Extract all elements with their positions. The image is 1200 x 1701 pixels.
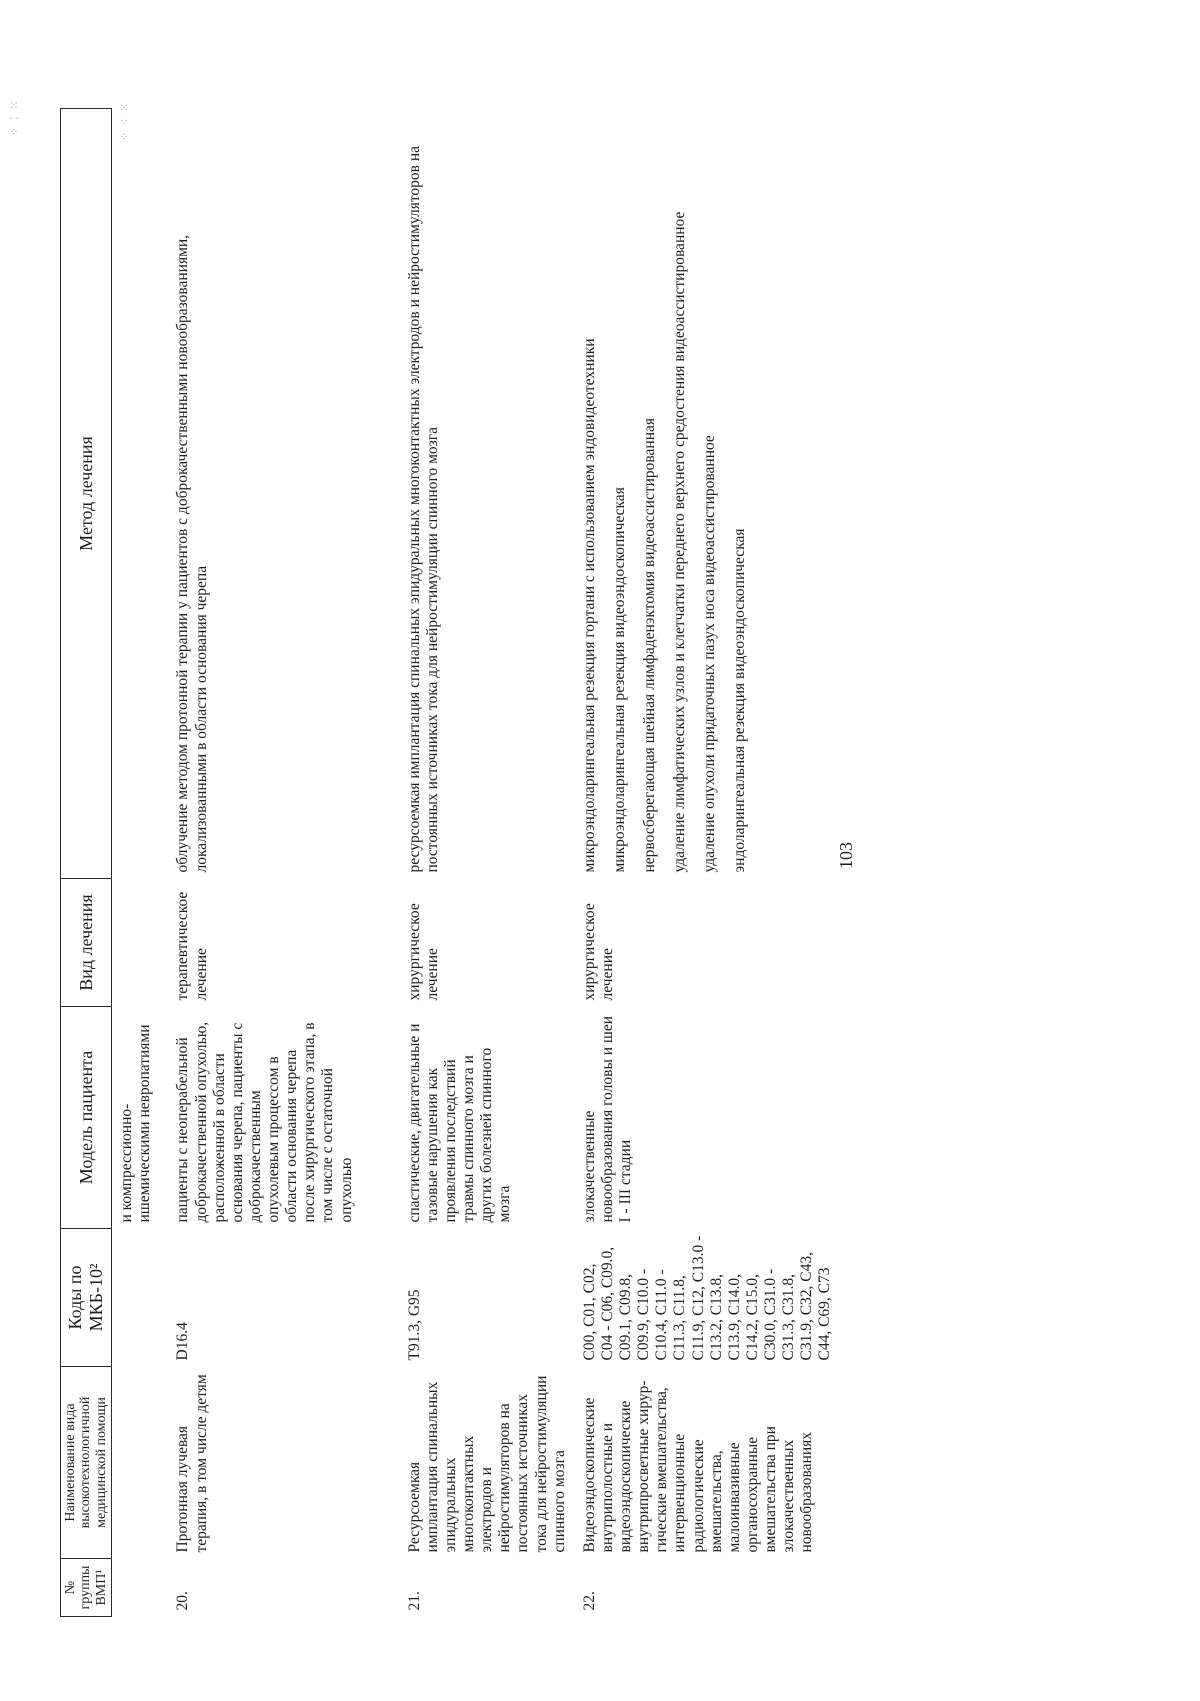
- header-treatment-method: Метод лечения: [61, 109, 112, 879]
- table-row: [406, 109, 581, 1617]
- treatment-method-cell: [174, 109, 405, 879]
- group-number-cell: 21.: [405, 1591, 423, 1611]
- treatment-method-cell: [406, 109, 581, 879]
- table-row: [174, 109, 405, 1617]
- method-item: микроэндоларингеальная резекция видеоэндоскопическая: [610, 487, 628, 873]
- patient-model-cell: спастические, двигательные и тазовые нарушения как проявления последствий травмы спинного мозга и других болезней спинного мозга: [405, 1023, 514, 1223]
- header-vmp-name: Наименование вида высокотехнологичной медицинской помощи: [61, 1367, 112, 1559]
- treatment-type-cell: хирургическое лечение: [580, 903, 616, 1001]
- vmp-table: [60, 108, 835, 1617]
- vmp-name-cell: Протонная лучевая терапия, в том числе детям: [174, 1374, 210, 1553]
- icd-codes-cell: T91.3, G95: [405, 1289, 423, 1361]
- header-icd-codes: Коды по МКБ-10²: [61, 1229, 112, 1367]
- header-treatment-type: Вид лечения: [61, 879, 112, 1007]
- method-item: ресурсоемкая имплантация спинальных эпидуральных многоконтактных электродов и нейростимуляторов на постоянных источниках тока для нейростимуляции спинного мозга: [405, 145, 441, 873]
- treatment-type-cell: хирургическое лечение: [405, 903, 441, 1001]
- vmp-name-cell: Ресурсоемкая имплантация спинальных эпидуральных многоконтактных электродов и нейростимуляторов на постоянных источниках тока для нейростимуляции спинного мозга: [405, 1375, 568, 1553]
- method-item: микроэндоларингеальная резекция гортани с использованием эндовидеотехники: [580, 338, 598, 873]
- header-patient-model: Модель пациента: [61, 1007, 112, 1229]
- vmp-name-cell: Видеоэндоскопические внутриполостные и видеоэндоскопические внутрипросветные хирур-гические вмешательства, интервенционные радиологические вмешательства, малоинвазивные органосохранные вмешательства при злокачественных новообразованиях: [580, 1380, 816, 1553]
- scan-artifact: ⁘ ⁖ ⁙: [119, 100, 131, 141]
- icd-codes-cell: C00, C01, C02, C04 - C06, C09.0, C09.1, C09.8, C09.9, C10.0 - C10.4, C11.0 - C11.3, C11.8, C11.9, C12, C13.0 - C13.2, C13.8, C13.9, C14.0, C14.2, C15.0, C30.0, C31.0 - C31.3, C31.8, C31.9, C32, C43, C44, C69, C73: [580, 1235, 834, 1361]
- continuation-row: [112, 109, 175, 1617]
- method-item: облучение методом протонной терапии у пациентов с доброкачественными новообразованиями, локализованными в области основания черепа: [174, 234, 210, 873]
- table-row: [581, 109, 835, 1617]
- page-number: 103: [836, 842, 856, 869]
- method-item: нервосберегающая шейная лимфаденэктомия видеоассистированная: [641, 418, 659, 873]
- method-item: удаление лимфатических узлов и клетчатки переднего верхнего средостения видеоассистированное: [671, 211, 689, 873]
- scan-artifact: ⁘ ⁚ ⁙: [9, 98, 21, 136]
- treatment-type-cell: терапевтическое лечение: [174, 891, 210, 1001]
- method-item: эндоларингеальная резекция видеоэндоскопическая: [731, 528, 749, 873]
- patient-model-cell: пациенты с неоперабельной доброкачественной опухолью, расположенной в области основания черепа, пациенты с доброкачественным опухолевым процессом в области основания черепа после хирургического этапа, в том числе с остаточной опухолью: [174, 1021, 355, 1223]
- header-group-number: № группы ВМП¹: [61, 1559, 112, 1617]
- group-number-cell: 22.: [580, 1591, 598, 1611]
- icd-codes-cell: D16.4: [174, 1322, 192, 1361]
- table-header-row: [61, 109, 112, 1617]
- treatment-method-cell: [581, 109, 835, 879]
- patient-model-cell: злокачественные новообразования головы и шеи I - III стадии: [580, 1015, 635, 1223]
- group-number-cell: 20.: [174, 1591, 192, 1611]
- method-item: удаление опухоли придаточных пазух носа видеоассистированное: [701, 435, 719, 873]
- patient-model-cell: и компрессионно-ишемическими невропатиями: [118, 1024, 154, 1223]
